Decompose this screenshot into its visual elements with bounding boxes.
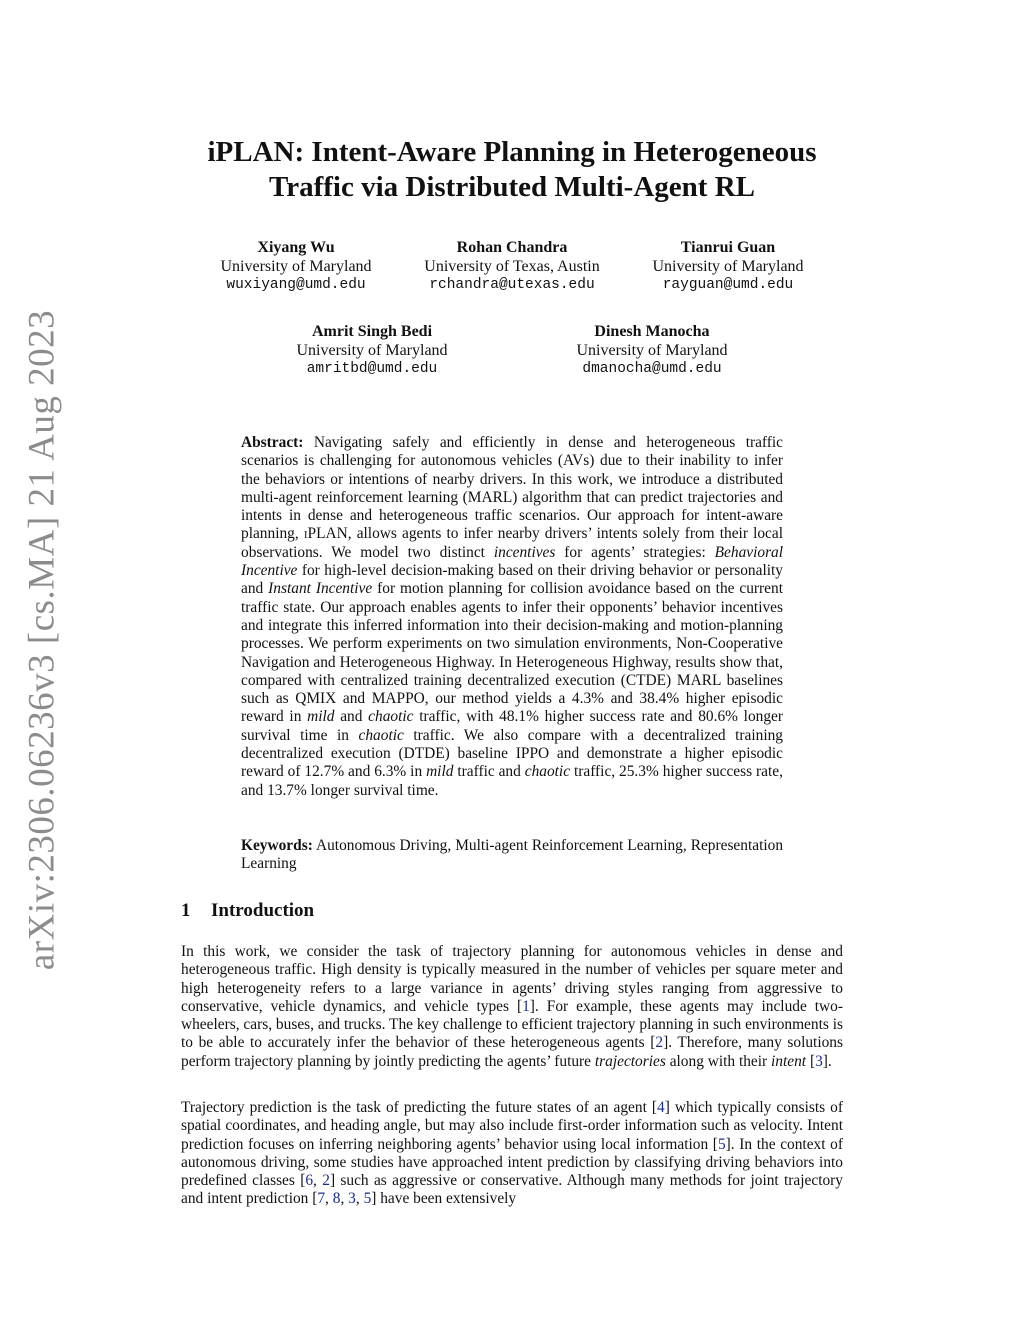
citation-link[interactable]: 2 (322, 1172, 330, 1190)
author-email[interactable]: amritbd@umd.edu (306, 361, 438, 377)
section-number: 1 (181, 900, 191, 921)
paragraph-text: ] which typically consists of spatial coordinates, and heading angle, but may also include first-order information such as velocity. Intent prediction focuses on inferring neighboring agents’ behavior using local information [ (181, 1099, 843, 1153)
author-name: Amrit Singh Bedi (311, 323, 433, 340)
paragraph-text: ]. Therefore, many solutions perform trajectory planning by jointly predicting the agents’ future (181, 1034, 843, 1070)
citation-separator: , (313, 1172, 323, 1190)
citation-link[interactable]: 3 (815, 1052, 823, 1070)
paragraph-text: [ (809, 1052, 816, 1070)
abstract-emphasis: chaotic (358, 726, 404, 744)
abstract-text: and (340, 708, 363, 726)
abstract-text: traffic and (457, 763, 521, 781)
citation-link[interactable]: 1 (522, 997, 530, 1015)
paragraph-text: ] have been extensively (371, 1190, 517, 1208)
citation-link[interactable]: 2 (655, 1034, 664, 1052)
abstract-text: Navigating safely and efficiently in dense and heterogeneous traffic scenarios is challenging for autonomous vehicles (AVs) due to their inability to infer the behaviors or intentions of nearby drivers. In this work, we introduce a distributed multi-agent reinforcement learning (MARL) algorithm that can predict trajectories and intents in dense and heterogeneous traffic scenarios. Our approach for intent-aware planning, (241, 434, 783, 543)
intro-paragraph-1 (181, 943, 843, 1071)
paragraph-text: In this work, we consider the task of trajectory planning for autonomous vehicles in dense and heterogeneous traffic. High density is typically measured in the number of vehicles per square meter and high heterogeneity refers to a large variance in agents’ driving styles ranging from aggressive to conservative, vehicle dynamics, and vehicle types [ (181, 943, 843, 1015)
author-block-3 (652, 238, 803, 295)
title-line-1: iPLAN: Intent-Aware Planning in Heterogeneous (207, 136, 817, 168)
paragraph-text: ]. For example, these agents may include two-wheelers, cars, buses, and trucks. The key challenge to efficient trajectory planning in such environments is to be able to accurately infer the behavior of these heterogeneous agents [ (181, 997, 843, 1052)
citation-link[interactable]: 3 (348, 1190, 356, 1208)
citation-link[interactable]: 6 (305, 1172, 314, 1190)
citation-link[interactable]: 8 (332, 1190, 341, 1208)
author-affiliation: University of Maryland (296, 342, 448, 359)
author-name: Dinesh Manocha (594, 323, 710, 340)
author-email[interactable]: rayguan@umd.edu (662, 277, 794, 293)
abstract (241, 434, 783, 800)
author-email[interactable]: dmanocha@umd.edu (582, 361, 722, 377)
paragraph-text: ] such as aggressive or conservative. Although many methods for joint trajectory and intent prediction [ (181, 1172, 843, 1208)
citation-link[interactable]: 5 (363, 1190, 372, 1208)
abstract-text: traffic. We also compare with a decentralized training decentralized execution (DTDE) baseline IPPO and demonstrate a higher episodic reward of 12.7% and 6.3% in (241, 726, 783, 781)
author-block-5 (576, 322, 727, 379)
paragraph-text: Trajectory prediction is the task of predicting the future states of an agent [ (181, 1099, 657, 1116)
keywords (241, 837, 783, 874)
paper-title (140, 135, 884, 205)
abstract-text: for motion planning for collision avoidance based on the current traffic state. Our approach enables agents to infer their opponents’ behavior incentives and integrate this inferred information into their decision-making and motion-planning processes. We perform experiments on two simulation environments, Non-Cooperative Navigation and Heterogeneous Highway. In Heterogeneous Highway, results show that, compared with centralized training decentralized execution (CTDE) MARL baselines such as QMIX and MAPPO, our method yields a 4.3% and 38.4% higher episodic reward in (241, 580, 783, 726)
author-name: Xiyang Wu (257, 239, 335, 256)
citation-link[interactable]: 5 (717, 1135, 726, 1153)
abstract-emphasis: incentives (493, 543, 556, 561)
paragraph-emphasis: trajectories (594, 1052, 666, 1070)
abstract-emphasis: mild (426, 763, 454, 781)
abstract-label: Abstract: (241, 434, 304, 451)
abstract-text: , allows agents to infer nearby drivers’ intents solely from their local observations. We model two distinct (241, 525, 783, 561)
citation-separator: , (325, 1190, 333, 1208)
paragraph-text: along with their (669, 1052, 768, 1070)
citation-link[interactable]: 7 (317, 1190, 326, 1208)
paragraph-emphasis: intent (771, 1052, 807, 1070)
section-heading (181, 900, 314, 922)
abstract-emphasis: mild (307, 708, 335, 726)
method-name: iPLAN (303, 525, 348, 543)
author-email[interactable]: wuxiyang@umd.edu (226, 277, 366, 293)
abstract-emphasis: chaotic (368, 708, 414, 726)
paragraph-text: ]. In the context of autonomous driving, some studies have approached intent prediction by classifying driving behaviors into predefined classes [ (181, 1135, 843, 1190)
abstract-text: for high-level decision-making based on their driving behavior or personality and (241, 562, 783, 598)
author-email[interactable]: rchandra@utexas.edu (429, 277, 595, 293)
author-affiliation: University of Maryland (220, 258, 372, 275)
abstract-emphasis: Instant Incentive (268, 580, 373, 598)
abstract-text: traffic, with 48.1% higher success rate and 80.6% longer survival time in (241, 708, 783, 744)
author-name: Tianrui Guan (680, 239, 776, 256)
author-affiliation: University of Maryland (576, 342, 728, 359)
citation-separator: , (340, 1190, 349, 1208)
author-name: Rohan Chandra (456, 239, 568, 256)
paragraph-text: ]. (822, 1052, 832, 1070)
keywords-text: Autonomous Driving, Multi-agent Reinforcement Learning, Representation Learning (241, 837, 784, 873)
abstract-text: for agents’ strategies: (564, 543, 706, 561)
intro-paragraph-2 (181, 1099, 843, 1209)
abstract-emphasis: Behavioral Incentive (241, 543, 784, 580)
author-block-4 (296, 322, 447, 379)
keywords-label: Keywords: (241, 837, 313, 854)
author-affiliation: University of Texas, Austin (424, 258, 600, 275)
author-affiliation: University of Maryland (652, 258, 804, 275)
title-line-2: Traffic via Distributed Multi-Agent RL (269, 171, 755, 203)
abstract-emphasis: chaotic (524, 763, 571, 781)
citation-separator: , (355, 1190, 364, 1208)
author-block-2 (424, 238, 599, 295)
author-block-1 (220, 238, 371, 295)
section-title: Introduction (211, 900, 315, 921)
citation-link[interactable]: 4 (657, 1099, 665, 1116)
abstract-text: traffic, 25.3% higher success rate, and 13.7% longer survival time. (241, 763, 783, 799)
arxiv-identifier[interactable]: arXiv:2306.06236v3 [cs.MA] 21 Aug 2023 (21, 309, 63, 971)
